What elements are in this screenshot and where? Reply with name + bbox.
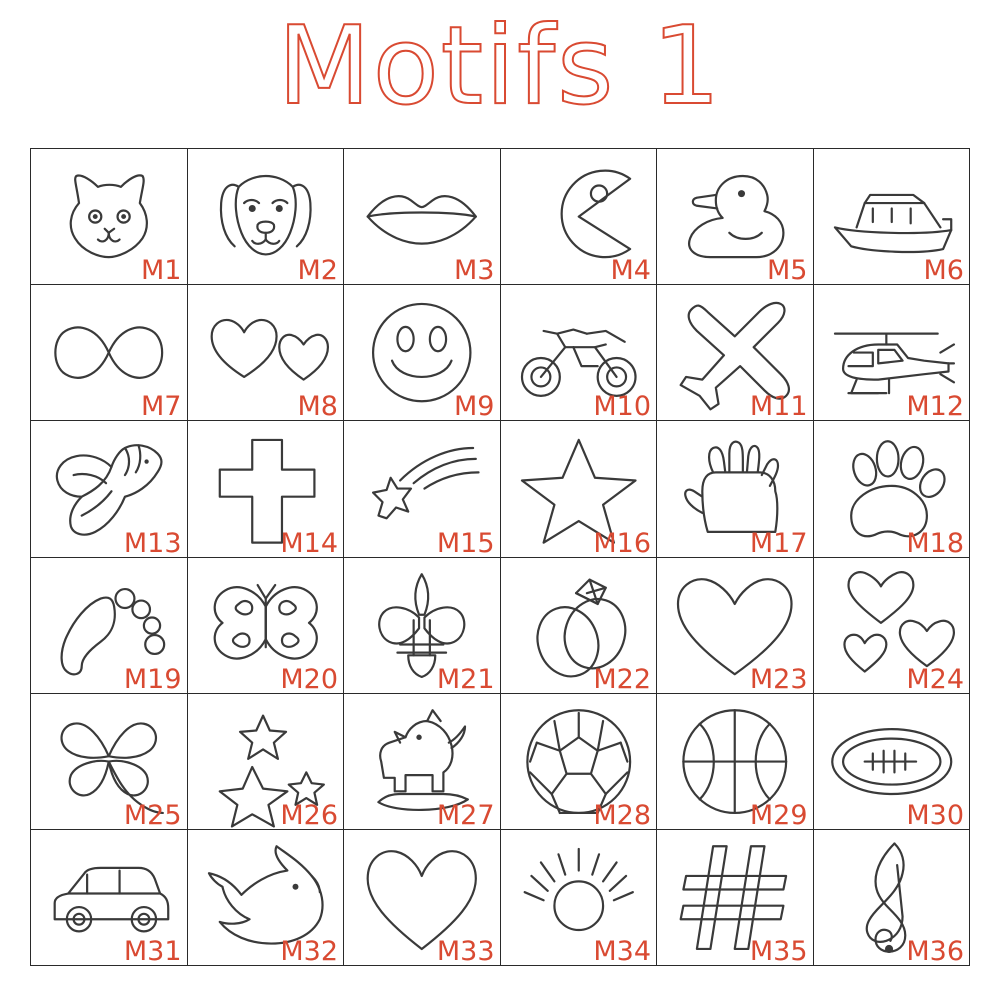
motif-code: M29 bbox=[749, 799, 808, 830]
motif-cell-m36[interactable] bbox=[814, 830, 971, 966]
motif-cell-m35[interactable] bbox=[657, 830, 814, 966]
motif-cell-m20[interactable] bbox=[188, 558, 345, 694]
motif-code: M36 bbox=[906, 936, 964, 966]
motif-code: M16 bbox=[593, 527, 651, 558]
motif-cell-m32[interactable] bbox=[188, 830, 345, 966]
motif-cell-m24[interactable] bbox=[814, 558, 971, 694]
motif-code: M14 bbox=[280, 527, 338, 558]
motif-code: M23 bbox=[749, 663, 808, 694]
motif-cell-m17[interactable] bbox=[657, 421, 814, 557]
motif-code: M15 bbox=[436, 527, 495, 558]
motif-code: M30 bbox=[906, 799, 964, 830]
motif-code: M11 bbox=[749, 391, 808, 422]
motif-code: M21 bbox=[436, 663, 495, 694]
motif-cell-m29[interactable] bbox=[657, 694, 814, 830]
page-title: Motifs 1 bbox=[277, 4, 723, 129]
motif-code: M33 bbox=[436, 936, 495, 966]
motif-code: M26 bbox=[280, 799, 338, 830]
motif-code: M3 bbox=[454, 255, 495, 286]
motif-cell-m33[interactable] bbox=[344, 830, 501, 966]
motif-code: M28 bbox=[593, 799, 651, 830]
motif-code: M9 bbox=[454, 391, 495, 422]
motif-cell-m11[interactable] bbox=[657, 285, 814, 421]
motif-code: M4 bbox=[610, 255, 651, 286]
motif-cell-m25[interactable] bbox=[31, 694, 188, 830]
motif-code: M35 bbox=[749, 936, 808, 966]
motif-cell-m8[interactable] bbox=[188, 285, 345, 421]
motif-code: M27 bbox=[436, 799, 495, 830]
motif-code: M12 bbox=[906, 391, 964, 422]
motif-cell-m26[interactable] bbox=[188, 694, 345, 830]
motif-code: M5 bbox=[767, 255, 808, 286]
motif-cell-m14[interactable] bbox=[188, 421, 345, 557]
motif-cell-m19[interactable] bbox=[31, 558, 188, 694]
motif-cell-m22[interactable] bbox=[501, 558, 658, 694]
motif-code: M2 bbox=[297, 255, 338, 286]
motif-grid bbox=[30, 148, 970, 966]
motif-cell-m21[interactable] bbox=[344, 558, 501, 694]
motif-code: M31 bbox=[123, 936, 182, 966]
motif-cell-m3[interactable] bbox=[344, 149, 501, 285]
motif-cell-m34[interactable] bbox=[501, 830, 658, 966]
motif-code: M20 bbox=[280, 663, 338, 694]
motif-code: M13 bbox=[123, 527, 182, 558]
motif-code: M22 bbox=[593, 663, 651, 694]
motif-cell-m12[interactable] bbox=[814, 285, 971, 421]
motif-cell-m13[interactable] bbox=[31, 421, 188, 557]
motif-cell-m15[interactable] bbox=[344, 421, 501, 557]
motif-cell-m18[interactable] bbox=[814, 421, 971, 557]
motif-code: M6 bbox=[923, 255, 964, 286]
motif-cell-m30[interactable] bbox=[814, 694, 971, 830]
motif-code: M17 bbox=[749, 527, 808, 558]
motif-code: M34 bbox=[593, 936, 651, 966]
motif-cell-m6[interactable] bbox=[814, 149, 971, 285]
motif-cell-m28[interactable] bbox=[501, 694, 658, 830]
motif-cell-m31[interactable] bbox=[31, 830, 188, 966]
motif-code: M1 bbox=[141, 255, 182, 286]
motif-code: M7 bbox=[141, 391, 182, 422]
motif-code: M24 bbox=[906, 663, 964, 694]
motif-cell-m7[interactable] bbox=[31, 285, 188, 421]
motif-code: M10 bbox=[593, 391, 651, 422]
motif-cell-m16[interactable] bbox=[501, 421, 658, 557]
motif-cell-m1[interactable] bbox=[31, 149, 188, 285]
motif-cell-m23[interactable] bbox=[657, 558, 814, 694]
motif-code: M8 bbox=[297, 391, 338, 422]
motif-cell-m5[interactable] bbox=[657, 149, 814, 285]
motif-cell-m9[interactable] bbox=[344, 285, 501, 421]
motif-cell-m2[interactable] bbox=[188, 149, 345, 285]
motif-code: M32 bbox=[280, 936, 338, 966]
motif-cell-m27[interactable] bbox=[344, 694, 501, 830]
motif-code: M25 bbox=[123, 799, 182, 830]
motif-code: M18 bbox=[906, 527, 964, 558]
motif-cell-m4[interactable] bbox=[501, 149, 658, 285]
motif-cell-m10[interactable] bbox=[501, 285, 658, 421]
motif-code: M19 bbox=[123, 663, 182, 694]
